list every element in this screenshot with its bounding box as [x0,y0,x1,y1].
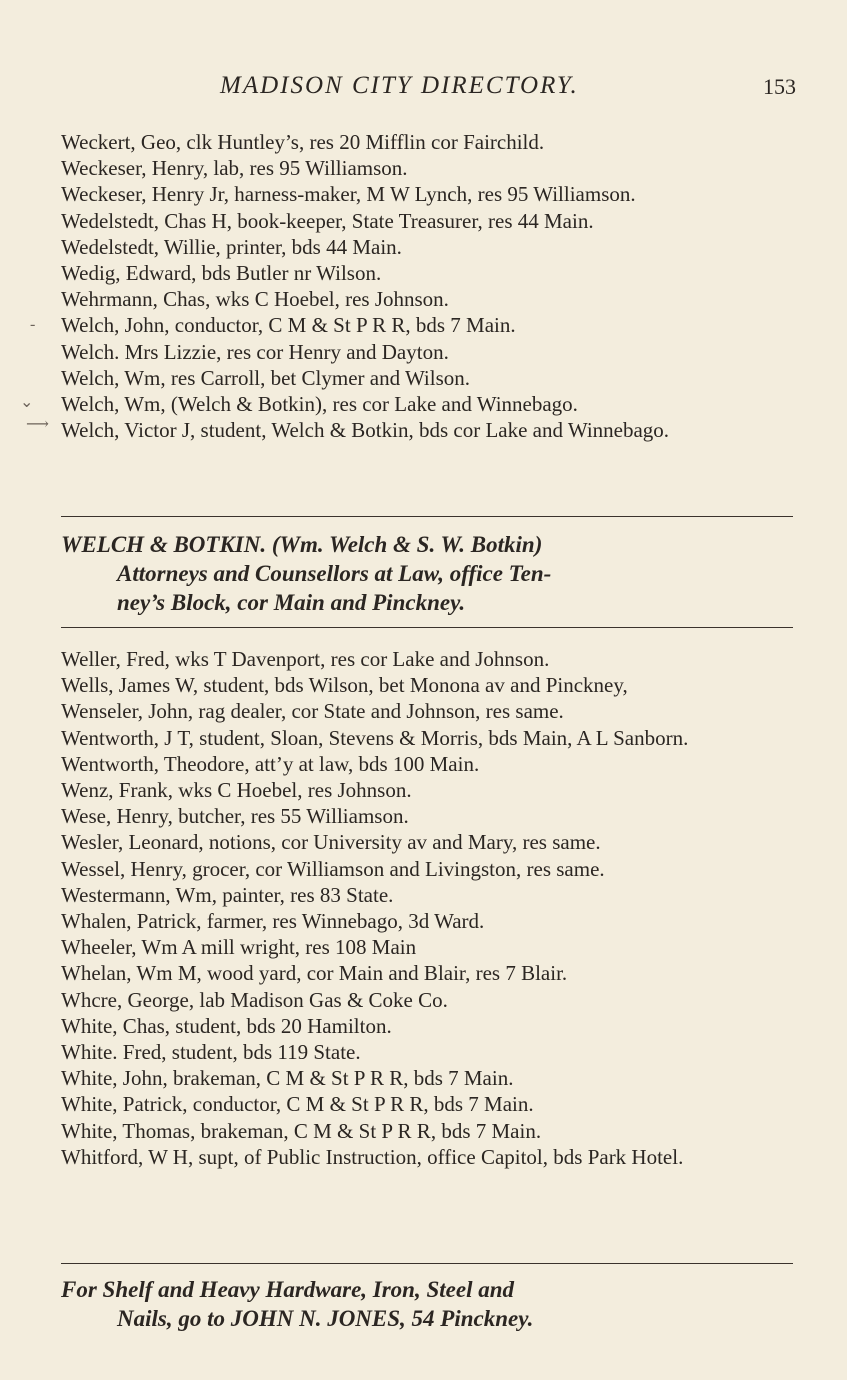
running-title: MADISON CITY DIRECTORY. [220,72,579,99]
directory-entry: Whelan, Wm M, wood yard, cor Main and Blair, res 7 Blair. [61,961,568,986]
directory-entry: Welch, Wm, res Carroll, bet Clymer and Wilson. [61,365,471,390]
directory-entry: Welch, John, conductor, C M & St P R R, bds 7 Main. [61,313,516,338]
directory-entry: Wese, Henry, butcher, res 55 Williamson. [61,804,409,829]
directory-entry: Wedelstedt, Chas H, book-keeper, State Treasurer, res 44 Main. [61,208,594,233]
advertisement-welch-botkin [61,530,793,617]
directory-entry: Wedelstedt, Willie, printer, bds 44 Main. [61,234,402,259]
divider-rule [61,1263,793,1264]
margin-pencil-mark: ⌄ [20,394,34,411]
page-header [60,72,796,106]
directory-entry: Welch. Mrs Lizzie, res cor Henry and Dayton. [61,339,449,364]
ad-line: Nails, go to JOHN N. JONES, 54 Pinckney. [117,1306,534,1331]
directory-entry: Welch, Wm, (Welch & Botkin), res cor Lake and Winnebago. [61,392,578,417]
directory-entry: Weller, Fred, wks T Davenport, res cor Lake and Johnson. [61,647,550,671]
directory-entry: Wheeler, Wm A mill wright, res 108 Main [61,935,417,960]
directory-entry: White. Fred, student, bds 119 State. [61,1040,361,1065]
directory-entry: Wedig, Edward, bds Butler nr Wilson. [61,261,382,286]
margin-tick-mark: - [30,316,36,333]
ad-line: Attorneys and Counsellors at Law, office Ten- [117,561,552,586]
divider-rule [61,516,793,517]
page-number: 153 [763,74,796,99]
directory-entries-top [61,129,793,443]
directory-entry: White, Thomas, brakeman, C M & St P R R, bds 7 Main. [61,1118,542,1143]
directory-entry: Weckeser, Henry Jr, harness-maker, M W Lynch, res 95 Williamson. [61,182,636,207]
directory-entry: Weckeser, Henry, lab, res 95 Williamson. [61,156,408,181]
ad-line: WELCH & BOTKIN. (Wm. Welch & S. W. Botkin) [61,532,543,557]
directory-entries-bottom [61,646,793,1170]
directory-entry: White, Chas, student, bds 20 Hamilton. [61,1013,392,1038]
directory-entry: Wesler, Leonard, notions, cor University av and Mary, res same. [61,830,601,855]
divider-rule [61,627,793,628]
directory-entry: White, John, brakeman, C M & St P R R, bds 7 Main. [61,1066,514,1091]
directory-entry: Welch, Victor J, student, Welch & Botkin, bds cor Lake and Winnebago. [61,418,670,443]
directory-entry: Weckert, Geo, clk Huntley’s, res 20 Mifflin cor Fairchild. [61,130,545,154]
directory-entry: Wentworth, Theodore, att’y at law, bds 100 Main. [61,751,480,776]
directory-entry: White, Patrick, conductor, C M & St P R R, bds 7 Main. [61,1092,534,1117]
advertisement-john-jones [61,1275,793,1333]
directory-entry: Whalen, Patrick, farmer, res Winnebago, 3d Ward. [61,909,485,934]
directory-entry: Wessel, Henry, grocer, cor Williamson and Livingston, res same. [61,856,605,881]
ad-line: ney’s Block, cor Main and Pinckney. [117,590,466,615]
directory-entry: Whcre, George, lab Madison Gas & Coke Co. [61,987,448,1012]
directory-entry: Wenseler, John, rag dealer, cor State and Johnson, res same. [61,699,564,724]
directory-entry: Wentworth, J T, student, Sloan, Stevens & Morris, bds Main, A L Sanborn. [61,725,689,750]
ad-line: For Shelf and Heavy Hardware, Iron, Steel and [61,1277,515,1302]
margin-pointer-mark: ⟶ [26,416,49,433]
directory-entry: Wenz, Frank, wks C Hoebel, res Johnson. [61,778,412,803]
directory-entry: Wells, James W, student, bds Wilson, bet Monona av and Pinckney, [61,673,628,698]
directory-entry: Wehrmann, Chas, wks C Hoebel, res Johnson. [61,287,449,312]
directory-entry: Westermann, Wm, painter, res 83 State. [61,882,394,907]
directory-entry: Whitford, W H, supt, of Public Instruction, office Capitol, bds Park Hotel. [61,1144,684,1169]
